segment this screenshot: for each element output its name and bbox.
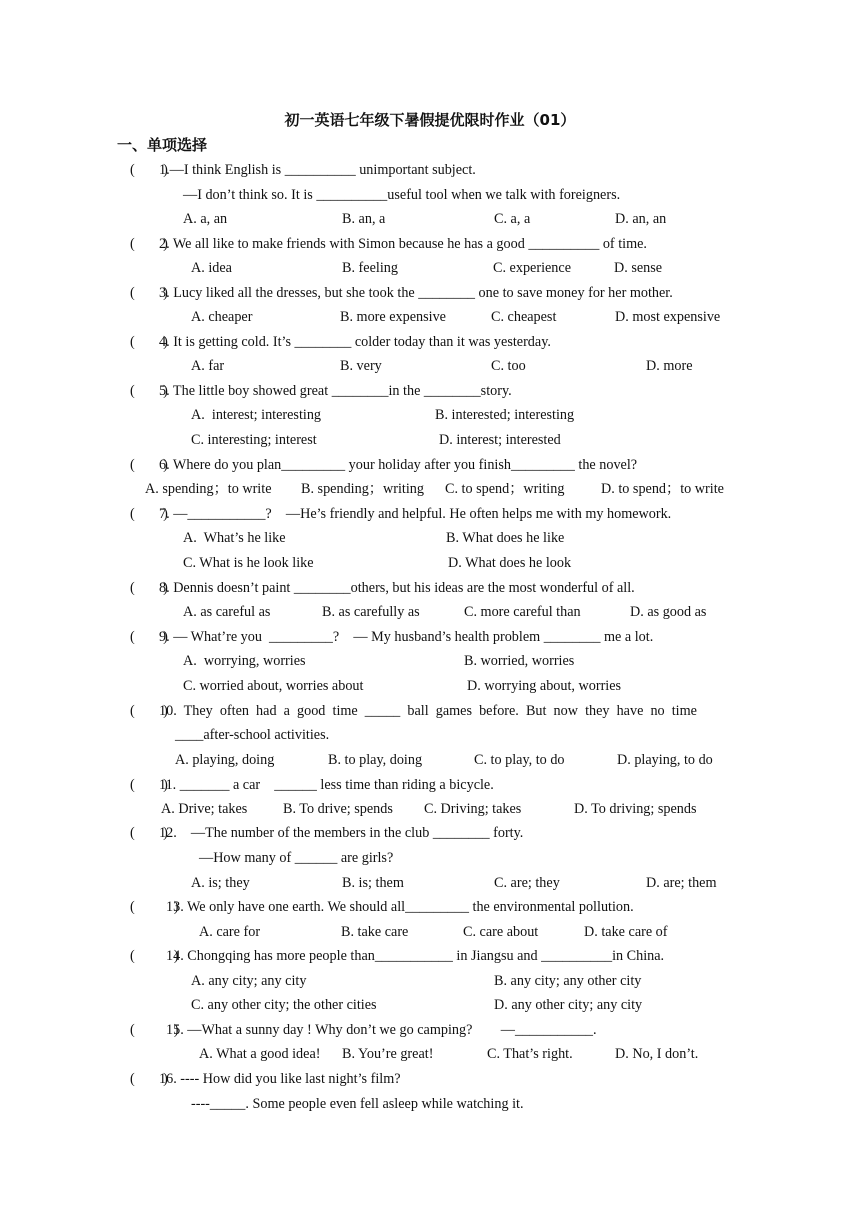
option-d: D. an, an [615, 211, 667, 227]
option-c: C. any other city; the other cities [191, 997, 377, 1013]
option-a: A. worrying, worries [183, 653, 306, 669]
question-stem: 4. It is getting cold. It’s ________ colder today than it was yesterday. [159, 334, 551, 350]
option-c: C. What is he look like [183, 555, 314, 571]
option-d: D. sense [614, 260, 663, 276]
option-a: A. idea [191, 260, 232, 276]
question-stem-line2: ----_____. Some people even fell asleep while watching it. [191, 1096, 524, 1112]
option-b: B. spending；writing [301, 481, 424, 497]
option-a: A. playing, doing [175, 752, 275, 768]
option-d: D. to spend；to write [601, 481, 724, 497]
option-d: D. playing, to do [617, 752, 713, 768]
option-d: D. To driving; spends [574, 801, 697, 817]
option-c: C. a, a [494, 211, 531, 227]
option-c: C. experience [493, 260, 571, 276]
option-a: A. far [191, 358, 225, 374]
question-stem: 11. _______ a car ______ less time than riding a bicycle. [159, 777, 494, 793]
question-stem: 12. —The number of the members in the club ________ forty. [159, 825, 524, 841]
answer-blank: ( ) [130, 506, 168, 522]
option-b: B. feeling [342, 260, 398, 276]
option-c: C. That’s right. [487, 1046, 573, 1062]
section-heading: 一、单项选择 [117, 136, 208, 154]
option-b: B. interested; interesting [435, 407, 575, 423]
option-a: A. What a good idea! [199, 1046, 321, 1062]
option-d: D. interest; interested [439, 432, 561, 448]
answer-blank: ( ) [130, 162, 168, 178]
option-b: B. worried, worries [464, 653, 575, 669]
question-stem: 3. Lucy liked all the dresses, but she took the ________ one to save money for her mother. [159, 285, 673, 301]
option-d: D. take care of [584, 924, 668, 940]
option-b: B. very [340, 358, 382, 374]
option-a: A. spending；to write [145, 481, 272, 497]
option-c: C. worried about, worries about [183, 678, 364, 694]
option-b: B. an, a [342, 211, 386, 227]
option-a: A. Drive; takes [161, 801, 248, 817]
option-b: B. take care [341, 924, 409, 940]
option-d: D. most expensive [615, 309, 721, 325]
option-c: C. too [491, 358, 526, 374]
option-d: D. any other city; any city [494, 997, 643, 1013]
question-stem: 1.—I think English is __________ unimportant subject. [159, 162, 476, 178]
option-b: B. any city; any other city [494, 973, 642, 989]
answer-blank: ( ) [130, 1071, 168, 1087]
option-c: C. to play, to do [474, 752, 565, 768]
question-stem: 13. We only have one earth. We should all_________ the environmental pollution. [166, 899, 634, 915]
option-d: D. as good as [630, 604, 707, 620]
option-d: D. are; them [646, 875, 717, 891]
option-b: B. as carefully as [322, 604, 420, 620]
answer-blank: ( ) [130, 899, 179, 915]
option-b: B. You’re great! [342, 1046, 434, 1062]
question-stem-line2: ____after-school activities. [175, 727, 330, 743]
question-stem: 15. —What a sunny day ! Why don’t we go camping? —___________. [166, 1022, 597, 1038]
question-stem: 5. The little boy showed great ________in the ________story. [159, 383, 512, 399]
option-d: D. What does he look [448, 555, 572, 571]
option-b: B. more expensive [340, 309, 446, 325]
option-a: A. cheaper [191, 309, 253, 325]
answer-blank: ( ) [130, 457, 168, 473]
answer-blank: ( ) [130, 334, 168, 350]
option-c: C. interesting; interest [191, 432, 317, 448]
option-b: B. to play, doing [328, 752, 423, 768]
option-c: C. to spend；writing [445, 481, 565, 497]
question-stem: 10. They often had a good time _____ ball games before. But now they have no time [159, 703, 697, 719]
answer-blank: ( ) [130, 236, 168, 252]
question-stem-line2: —I don’t think so. It is __________useful tool when we talk with foreigners. [183, 187, 621, 203]
answer-blank: ( ) [130, 285, 168, 301]
option-a: A. any city; any city [191, 973, 307, 989]
answer-blank: ( ) [130, 703, 168, 719]
option-b: B. is; them [342, 875, 404, 891]
option-c: C. more careful than [464, 604, 581, 620]
answer-blank: ( ) [130, 580, 168, 596]
option-d: D. more [646, 358, 693, 374]
answer-blank: ( ) [130, 777, 168, 793]
question-stem: 9. — What’re you _________? — My husband’s health problem ________ me a lot. [159, 629, 654, 645]
option-a: A. a, an [183, 211, 228, 227]
option-c: C. care about [463, 924, 539, 940]
answer-blank: ( ) [130, 948, 179, 964]
question-stem: 8. Dennis doesn’t paint ________others, but his ideas are the most wonderful of all. [159, 580, 635, 596]
option-a: A. What’s he like [183, 530, 286, 546]
answer-blank: ( ) [130, 383, 168, 399]
answer-blank: ( ) [130, 1022, 179, 1038]
option-d: D. No, I don’t. [615, 1046, 699, 1062]
question-stem: 7. —___________? —He’s friendly and helpful. He often helps me with my homework. [159, 506, 672, 522]
answer-blank: ( ) [130, 629, 168, 645]
page-title: 初一英语七年级下暑假提优限时作业（01） [284, 111, 576, 129]
option-a: A. as careful as [183, 604, 271, 620]
option-d: D. worrying about, worries [467, 678, 622, 694]
option-c: C. cheapest [491, 309, 557, 325]
question-stem: 14. Chongqing has more people than___________ in Jiangsu and __________in China. [166, 948, 665, 964]
answer-blank: ( ) [130, 825, 168, 841]
option-c: C. Driving; takes [424, 801, 522, 817]
question-stem: 2. We all like to make friends with Simon because he has a good __________ of time. [159, 236, 647, 252]
option-b: B. What does he like [446, 530, 565, 546]
option-c: C. are; they [494, 875, 560, 891]
option-b: B. To drive; spends [283, 801, 393, 817]
question-stem: 16. ---- How did you like last night’s film? [159, 1071, 401, 1087]
option-a: A. care for [199, 924, 261, 940]
option-a: A. is; they [191, 875, 250, 891]
option-a: A. interest; interesting [191, 407, 322, 423]
question-stem-line2: —How many of ______ are girls? [199, 850, 394, 866]
question-stem: 6. Where do you plan_________ your holiday after you finish_________ the novel? [159, 457, 638, 473]
